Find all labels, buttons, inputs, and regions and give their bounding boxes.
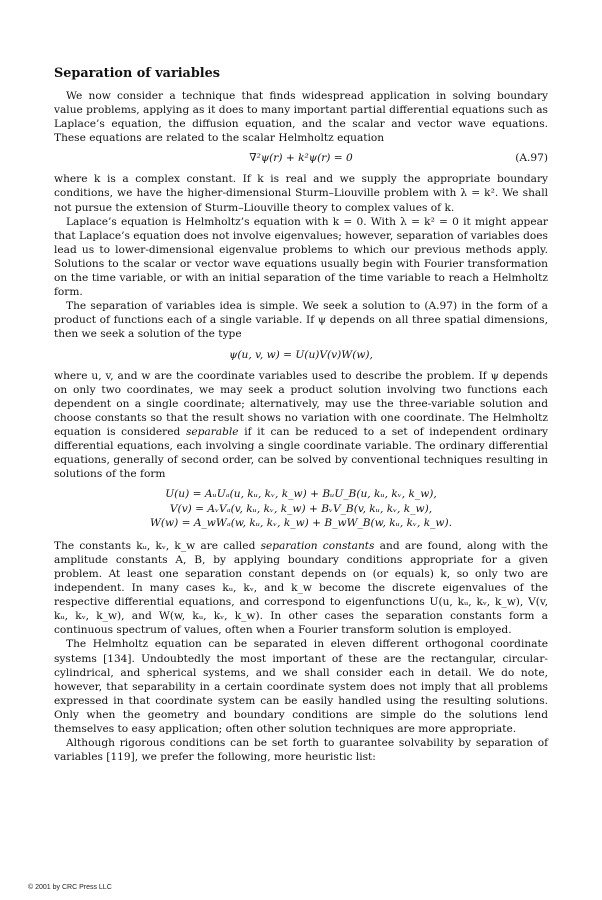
equation-text: ∇²ψ(r) + k²ψ(r) = 0: [249, 152, 353, 165]
paragraph-complex-constant: where k is a complex constant. If k is real and we supply the appropriate boundary conditions, we have the higher-dimensional Sturm–Liouville problem with λ = k². We shall not pursue the extension of Sturm–Liouville theory to complex values of k.: [54, 173, 548, 214]
section-heading: Separation of variables: [54, 66, 220, 81]
text-run: and are found, along with the amplitude constants A, B, by applying boundary conditions appropriate for a given problem. At least one separation constant depends on (or equals) k, so only two are independent. In many cases kᵤ, kᵥ, and k_w become the discrete eigenvalues of the respective differential equations, and correspond to eigenfunctions U(u, kᵤ, kᵥ, k_w), V(v, kᵤ, kᵥ, k_w), and W(w, kᵤ, kᵥ, k_w). In other cases the separation constants form a continuous spectrum of values, often when a Fourier transform solution is employed.: [54, 539, 548, 637]
text-run: The constants kᵤ, kᵥ, k_w are called: [54, 539, 261, 552]
copyright-footer: © 2001 by CRC Press LLC: [28, 884, 112, 891]
equation-product-form: [54, 348, 548, 362]
paragraph-intro: We now consider a technique that finds widespread application in solving boundary value problems, applying as it does to many important partial differential equations such as Laplace’s equation, the diffusion equation, and the scalar and vector wave equations. These equations are related to the scalar Helmholtz equation: [54, 90, 548, 145]
paragraph-heuristic-list: Although rigorous conditions can be set forth to guarantee solvability by separation of variables [119], we prefer the following, more heuristic list:: [54, 737, 548, 764]
equation-number: (A.97): [515, 152, 548, 165]
equation-line: V(v) = AᵥVₐ(v, kᵤ, kᵥ, k_w) + BᵥV_B(v, kᵤ, kᵥ, k_w),: [169, 502, 433, 515]
equation-helmholtz: [54, 151, 548, 165]
equation-line: U(u) = AᵤUₐ(u, kᵤ, kᵥ, k_w) + BᵤU_B(u, kᵤ, kᵥ, k_w),: [165, 488, 437, 501]
paragraph-laplace: Laplace’s equation is Helmholtz’s equation with k = 0. With λ = k² = 0 it might appear that Laplace’s equation does not involve eigenvalues; however, separation of variables does lead us to lower-dimensional eigenvalue problems to which our previous methods apply. Solutions to the scalar or vector wave equations usually begin with Fourier transformation on the time variable, or with an initial separation of the time variable to reach a Helmholtz form.: [54, 215, 548, 299]
page-body: [54, 66, 548, 764]
paragraph-separation-constants: [54, 539, 548, 638]
paragraph-separation-idea: The separation of variables idea is simple. We seek a solution to (A.97) in the form of a product of functions each of a single variable. If ψ depends on all three spatial dimensions, then we seek a solution of the type: [54, 300, 548, 341]
paragraph-coordinate-systems: The Helmholtz equation can be separated in eleven different orthogonal coordinate systems [134]. Undoubtedly the most important of these are the rectangular, circular-cylindrical, and spherical systems, and we shall consider each in detail. We do note, however, that separability in a certain coordinate system does not imply that all problems expressed in that coordinate system can be easily handled using the resulting solutions. Only when the geometry and boundary conditions are simple do the solutions lend themselves to easy application; often other solution techniques are more appropriate.: [54, 638, 548, 735]
emphasis-separation-constants: separation constants: [260, 539, 375, 552]
equation-line: W(w) = A_wWₐ(w, kᵤ, kᵥ, k_w) + B_wW_B(w, kᵤ, kᵥ, k_w).: [150, 517, 452, 530]
paragraph-coordinates: [54, 369, 548, 482]
text-run: if it can be reduced to a set of independent ordinary differential equations, each involving a single coordinate variable. The ordinary differential equations, generally of second order, can be solved by conventional techniques resulting in solutions of the form: [54, 425, 548, 481]
equation-block-solutions: [54, 487, 548, 531]
text-run: where u, v, and w are the coordinate variables used to describe the problem. If ψ depends on only two coordinates, we may seek a product solution involving two functions each dependent on a single coordinate; alternatively, may use the three-variable solution and choose constants so that the result shows no variation with one coordinate. The Helmholtz equation is considered: [54, 369, 548, 438]
emphasis-separable: separable: [185, 425, 239, 438]
equation-text: ψ(u, v, w) = U(u)V(v)W(w),: [229, 348, 373, 361]
